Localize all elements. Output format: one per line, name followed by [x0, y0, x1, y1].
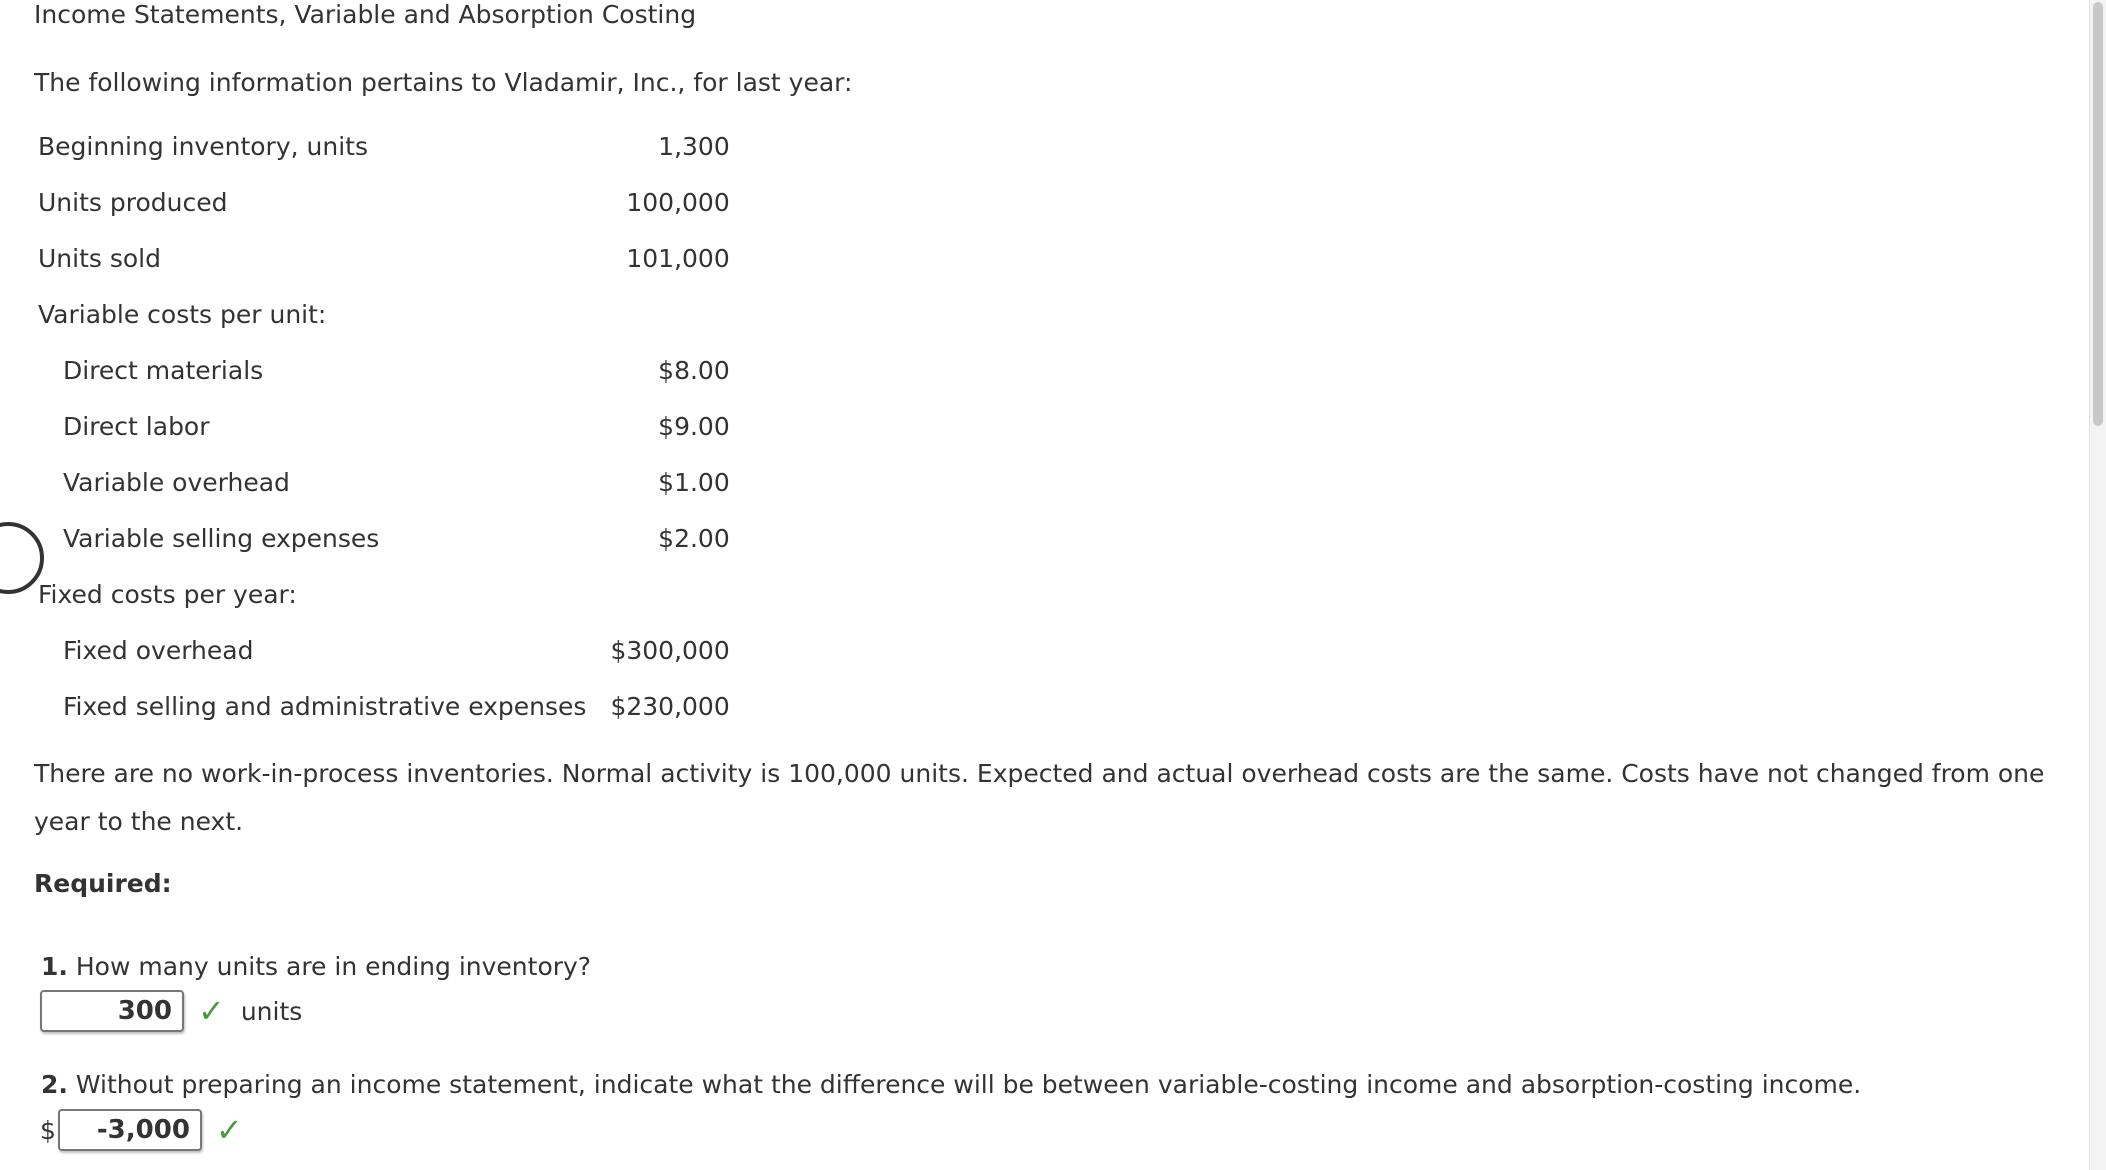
row-value: $1.00 — [658, 467, 730, 497]
question-number: 2. — [41, 1070, 68, 1099]
row-label: Beginning inventory, units — [38, 131, 368, 161]
table-row — [34, 398, 734, 454]
row-value: 101,000 — [626, 243, 730, 273]
row-value: 1,300 — [658, 131, 730, 161]
answer-row-2 — [40, 1109, 243, 1151]
table-row — [34, 622, 734, 678]
dollar-prefix: $ — [40, 1115, 56, 1145]
row-value: $8.00 — [658, 355, 730, 385]
table-row — [34, 118, 734, 174]
question-text: Without preparing an income statement, indicate what the difference will be between variable-costing income and absorption-costing income. — [67, 1070, 1862, 1099]
row-value: 100,000 — [626, 187, 730, 217]
table-row — [34, 454, 734, 510]
table-row — [34, 678, 734, 734]
row-value: $9.00 — [658, 411, 730, 441]
intro-text: The following information pertains to Vladamir, Inc., for last year: — [34, 68, 853, 97]
question-text: How many units are in ending inventory? — [67, 952, 592, 981]
table-row — [34, 566, 734, 622]
row-label: Fixed costs per year: — [38, 579, 297, 609]
correct-check-icon: ✓ — [215, 1111, 243, 1149]
table-row — [34, 174, 734, 230]
row-label: Units sold — [38, 243, 161, 273]
row-label: Variable overhead — [63, 467, 290, 497]
scrollbar-thumb[interactable] — [2093, 2, 2103, 426]
data-table — [34, 118, 734, 734]
table-row — [34, 510, 734, 566]
ending-inventory-answer-field[interactable]: 300 — [40, 990, 184, 1032]
row-label: Direct materials — [63, 355, 264, 385]
row-value: $230,000 — [610, 691, 730, 721]
row-value: $300,000 — [610, 635, 730, 665]
answer-row-1 — [40, 990, 302, 1032]
assumptions-paragraph: There are no work-in-process inventories. Normal activity is 100,000 units. Expected and actual overhead costs are the same. Costs have not changed from one year to the next. — [34, 759, 2045, 836]
vertical-scrollbar[interactable] — [2089, 0, 2106, 1170]
row-label: Variable selling expenses — [63, 523, 380, 553]
row-value — [606, 286, 733, 342]
question-2 — [41, 1069, 1861, 1101]
table-row — [34, 342, 734, 398]
row-label: Fixed overhead — [63, 635, 254, 665]
row-value: $2.00 — [658, 523, 730, 553]
income-difference-answer-field[interactable]: -3,000 — [58, 1109, 202, 1151]
table-row — [34, 286, 734, 342]
question-number: 1. — [41, 952, 68, 981]
row-label: Fixed selling and administrative expenses — [63, 691, 587, 721]
required-heading: Required: — [34, 869, 172, 898]
row-label: Direct labor — [63, 411, 210, 441]
unit-label: units — [240, 996, 303, 1026]
correct-check-icon: ✓ — [198, 992, 225, 1030]
table-row — [34, 230, 734, 286]
question-1 — [41, 951, 591, 983]
page-title: Income Statements, Variable and Absorption Costing — [34, 0, 697, 29]
row-label: Units produced — [38, 187, 228, 217]
row-label: Variable costs per unit: — [38, 299, 327, 329]
row-value — [606, 566, 733, 622]
